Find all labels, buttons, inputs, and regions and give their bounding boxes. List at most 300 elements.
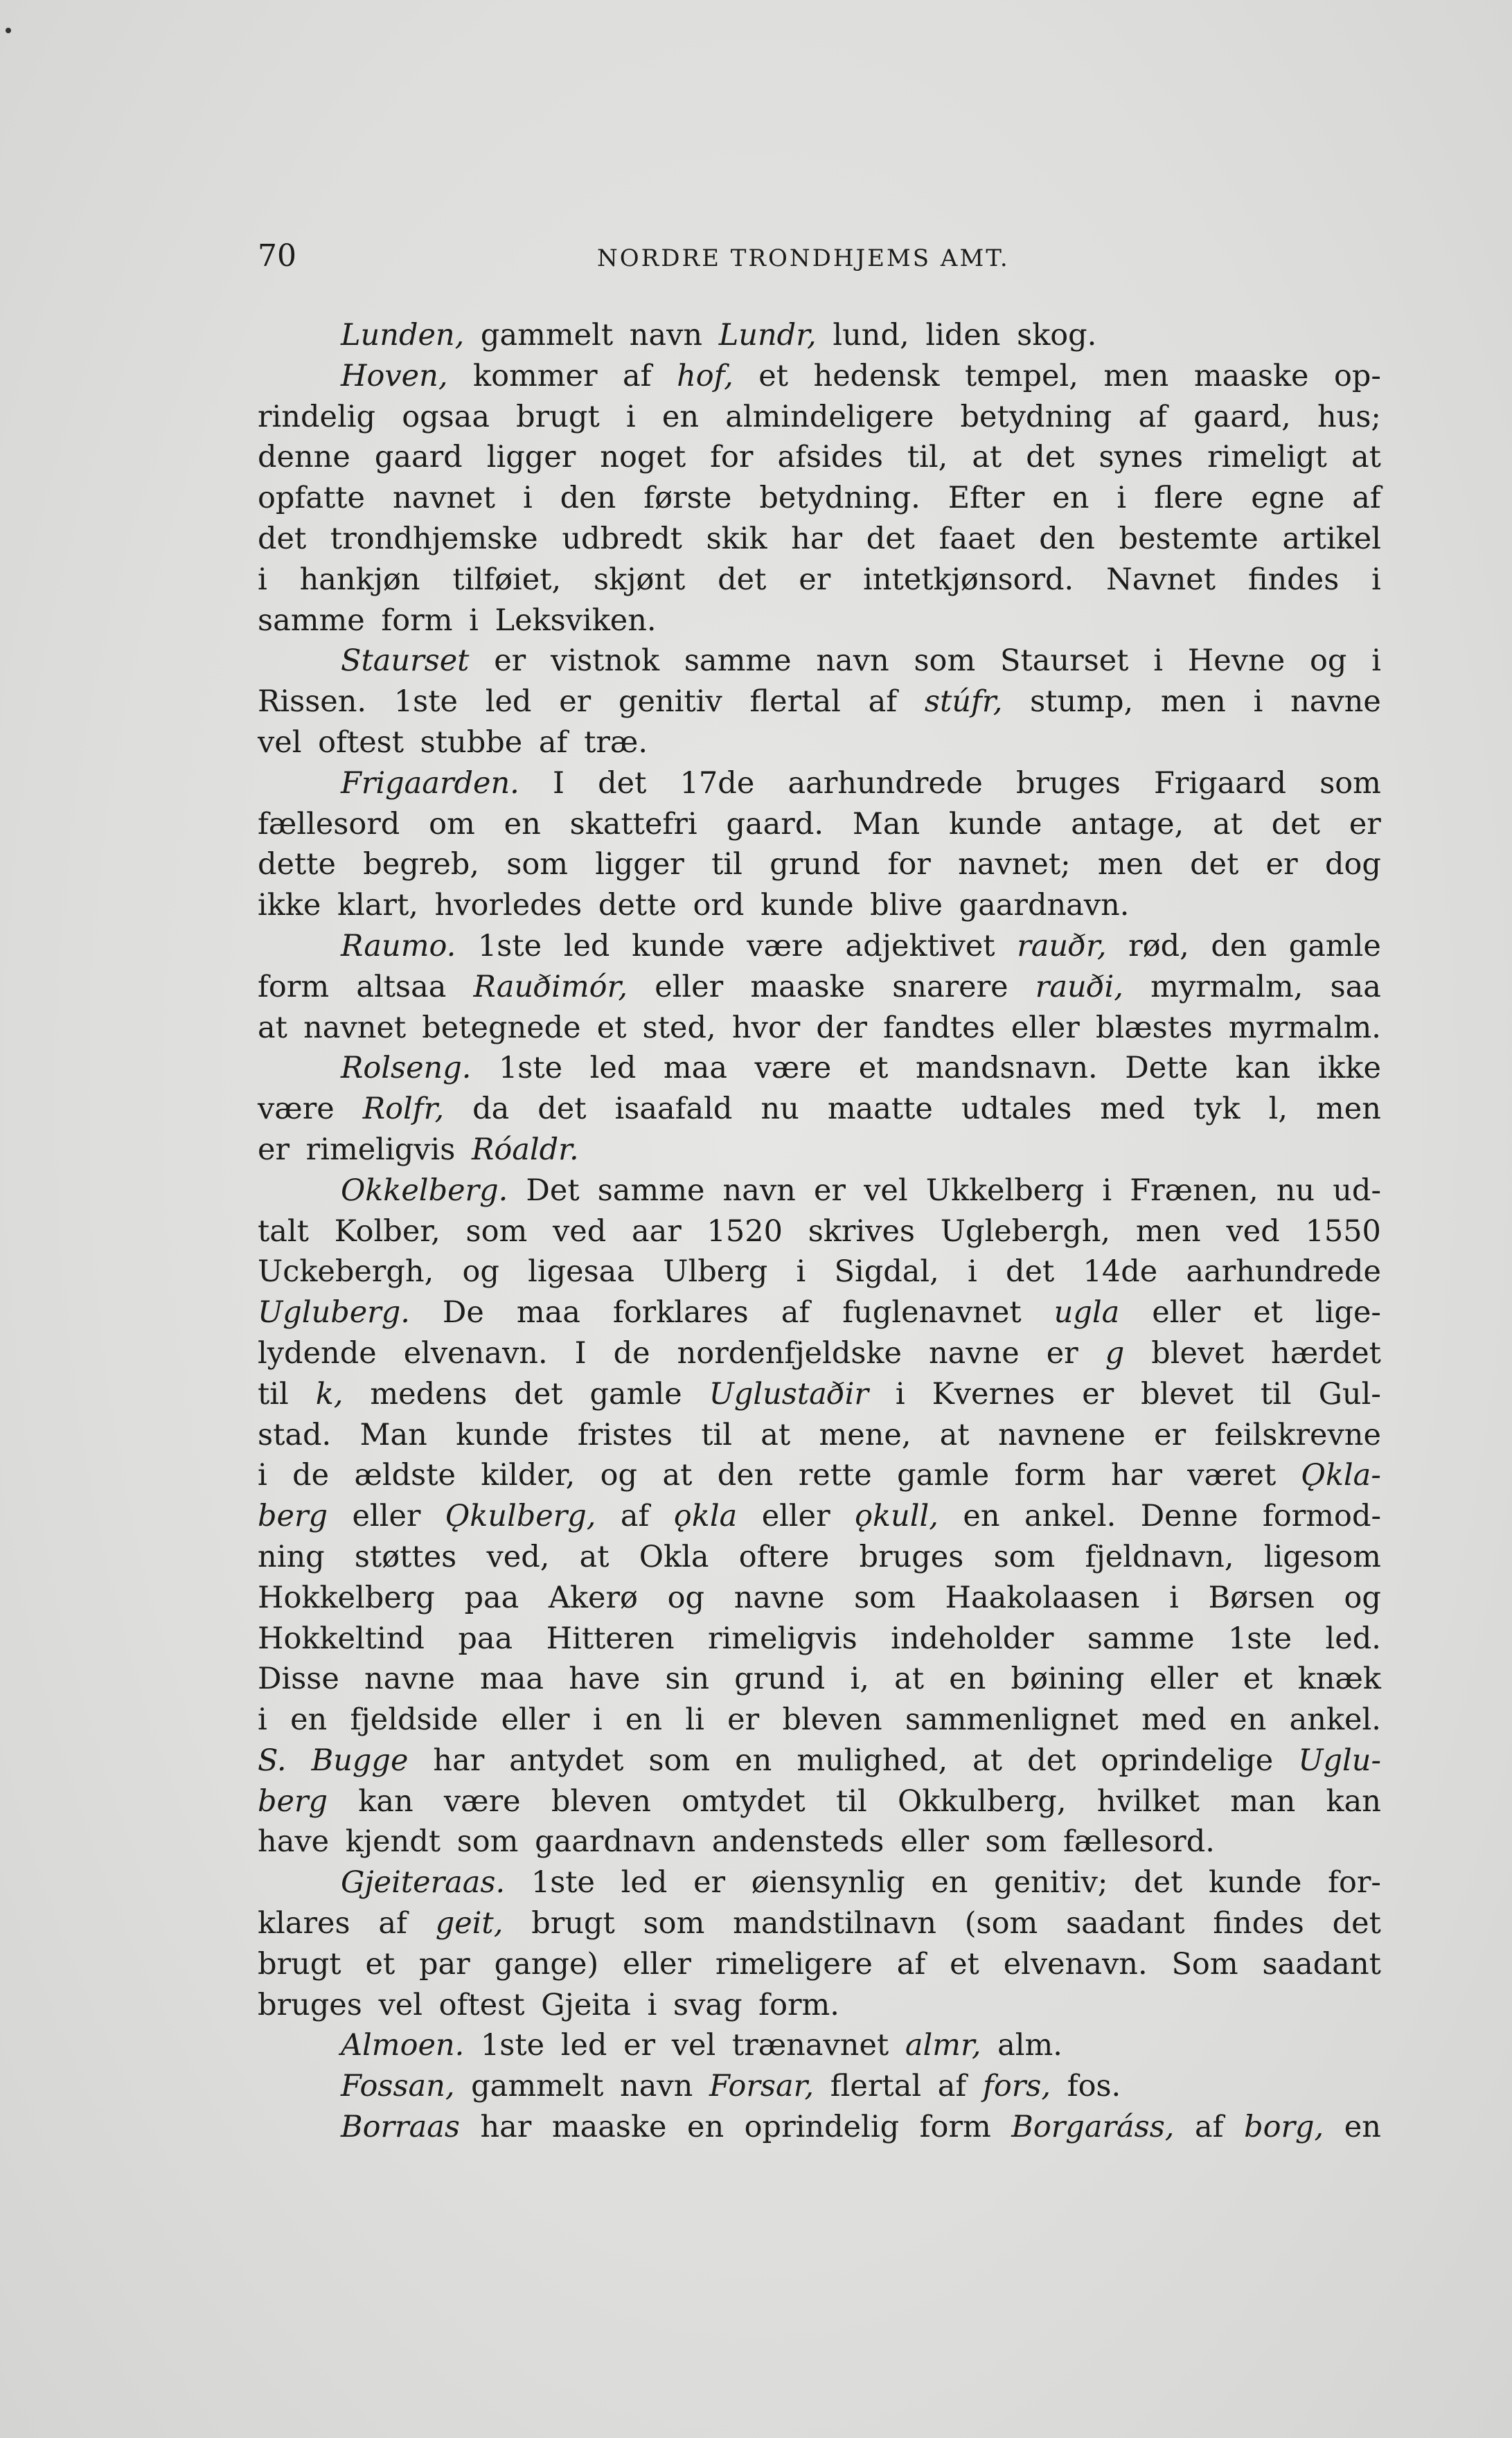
running-head: NORDRE TRONDHJEMS AMT. bbox=[597, 244, 1010, 272]
word: det bbox=[1134, 1865, 1183, 1901]
word: isaafald bbox=[614, 1092, 733, 1127]
word: være bbox=[747, 928, 824, 963]
word: Man bbox=[359, 1417, 427, 1452]
word: op- bbox=[1333, 358, 1381, 393]
italic-word: Ǫkla- bbox=[1301, 1458, 1381, 1493]
word: aar bbox=[631, 1213, 682, 1249]
word: eller bbox=[1149, 1662, 1218, 1697]
italic-word: rauði, bbox=[1035, 969, 1123, 1004]
word: grund bbox=[770, 847, 861, 882]
word: som bbox=[1319, 765, 1381, 801]
word: navne bbox=[364, 1662, 455, 1697]
word: i bbox=[1371, 643, 1381, 679]
text-line bbox=[258, 1781, 1381, 1822]
word: mulighed, bbox=[797, 1743, 948, 1778]
word: Som bbox=[1171, 1946, 1238, 1982]
italic-word: Uglu- bbox=[1298, 1743, 1381, 1778]
word: af bbox=[868, 684, 898, 720]
word: altsaa bbox=[356, 969, 447, 1004]
word: ældste bbox=[354, 1458, 456, 1493]
word: skrives bbox=[808, 1213, 915, 1249]
text-line bbox=[258, 1944, 1381, 1985]
italic-word: Lundr, bbox=[718, 318, 817, 353]
word: en bbox=[625, 1702, 663, 1738]
word: I bbox=[574, 1335, 587, 1371]
word: samme bbox=[684, 643, 792, 679]
word: maa bbox=[479, 1662, 544, 1697]
word: form bbox=[258, 969, 330, 1004]
word: led bbox=[485, 684, 532, 720]
word: da bbox=[472, 1092, 510, 1127]
word: svag bbox=[673, 1987, 742, 2022]
word: i bbox=[647, 1987, 657, 2022]
word: men bbox=[1097, 847, 1163, 882]
word: kunde bbox=[1208, 1865, 1302, 1901]
word: har bbox=[433, 1743, 485, 1778]
word: af bbox=[620, 1499, 650, 1534]
word: led. bbox=[1325, 1621, 1381, 1656]
italic-word: ǫkla bbox=[673, 1499, 738, 1534]
italic-word: ugla bbox=[1053, 1295, 1120, 1331]
word: navnet; bbox=[958, 847, 1071, 882]
word: l, bbox=[1268, 1092, 1288, 1127]
word: liden bbox=[925, 318, 1001, 353]
word: sammenlignet bbox=[905, 1702, 1119, 1738]
word: Sigdal, bbox=[834, 1254, 939, 1290]
word: i bbox=[1117, 481, 1127, 516]
word: stump, bbox=[1030, 684, 1134, 720]
word: af bbox=[937, 2069, 967, 2104]
word: gammelt bbox=[480, 318, 614, 353]
word: som bbox=[993, 1539, 1056, 1574]
text-line bbox=[258, 1415, 1381, 1456]
word: intetkjønsord. bbox=[863, 562, 1074, 597]
word: begreb, bbox=[363, 847, 479, 882]
word: trænavnet bbox=[731, 2028, 889, 2063]
italic-word: S. bbox=[258, 1743, 287, 1778]
italic-word: berg bbox=[258, 1783, 328, 1819]
text-line bbox=[258, 2025, 1381, 2066]
italic-word: Okkelberg. bbox=[341, 1173, 508, 1208]
word: til bbox=[701, 1417, 732, 1452]
word: hankjøn bbox=[299, 562, 420, 597]
page-header bbox=[258, 235, 1380, 284]
word: et bbox=[758, 358, 788, 393]
word: et bbox=[1253, 1295, 1283, 1331]
text-line bbox=[258, 1008, 1381, 1049]
word: ligger bbox=[486, 440, 576, 475]
word: vel bbox=[378, 1987, 423, 2022]
word: myrmalm. bbox=[1228, 1010, 1381, 1045]
word: gaardnavn bbox=[535, 1824, 696, 1860]
word: vel bbox=[864, 1173, 908, 1208]
word: Okla bbox=[639, 1539, 709, 1574]
word: afsides bbox=[777, 440, 883, 475]
word: dette bbox=[598, 888, 677, 923]
word: i bbox=[1153, 643, 1163, 679]
word: har bbox=[480, 2110, 532, 2145]
word: navn bbox=[722, 1173, 796, 1208]
word: en bbox=[687, 2110, 724, 2145]
word: Frigaard bbox=[1154, 765, 1287, 801]
word: alm. bbox=[997, 2028, 1062, 2063]
word: Rissen. bbox=[258, 684, 367, 720]
word: en bbox=[1229, 1702, 1267, 1738]
word: navnet bbox=[392, 481, 495, 516]
word: lige- bbox=[1315, 1295, 1381, 1331]
word: samme bbox=[1087, 1621, 1195, 1656]
word: elvenavn. bbox=[1003, 1946, 1148, 1982]
word: og bbox=[462, 1254, 499, 1290]
word: er bbox=[727, 1702, 760, 1738]
text-line bbox=[258, 1822, 1381, 1862]
word: støttes bbox=[354, 1539, 457, 1574]
word: trondhjemske bbox=[330, 521, 538, 556]
word: Børsen bbox=[1208, 1580, 1315, 1615]
word: vel bbox=[258, 724, 302, 760]
word: eller bbox=[761, 1499, 830, 1534]
word: Gul- bbox=[1318, 1376, 1381, 1412]
word: feilskrevne bbox=[1214, 1417, 1381, 1452]
text-line bbox=[258, 804, 1381, 845]
word: i bbox=[1169, 1580, 1179, 1615]
word: være bbox=[754, 1051, 832, 1086]
word: led bbox=[621, 1865, 668, 1901]
word: maaske bbox=[551, 2110, 667, 2145]
word: mene, bbox=[819, 1417, 911, 1452]
word: saa bbox=[1330, 969, 1381, 1004]
word: led bbox=[563, 928, 610, 963]
word: rimeligt bbox=[1207, 440, 1327, 475]
word: rimeligere bbox=[715, 1946, 873, 1982]
italic-word: ǫkull, bbox=[855, 1499, 939, 1534]
word: ning bbox=[258, 1539, 325, 1574]
italic-word: Ugluberg. bbox=[258, 1295, 410, 1331]
word: aarhundrede bbox=[788, 765, 983, 801]
word: elvenavn. bbox=[403, 1335, 548, 1371]
word: dette bbox=[258, 847, 336, 882]
text-line bbox=[258, 967, 1381, 1008]
word: en bbox=[963, 1499, 1000, 1534]
text-line bbox=[258, 600, 1381, 641]
word: Okkulberg, bbox=[897, 1783, 1067, 1819]
word: sin bbox=[665, 1662, 710, 1697]
word: skog. bbox=[1017, 318, 1097, 353]
word: blive bbox=[870, 888, 943, 923]
word: tilføiet, bbox=[452, 562, 562, 597]
ink-speck bbox=[6, 28, 11, 33]
text-line bbox=[258, 1171, 1381, 1211]
word: har bbox=[1111, 1458, 1162, 1493]
word: paa bbox=[464, 1580, 519, 1615]
word: er bbox=[813, 1173, 846, 1208]
word: det bbox=[1332, 1906, 1381, 1941]
word: en bbox=[661, 399, 700, 434]
text-line bbox=[258, 1741, 1381, 1781]
text-line bbox=[258, 519, 1381, 560]
word: som bbox=[914, 643, 976, 679]
word: ligesaa bbox=[528, 1254, 634, 1290]
word: gammelt bbox=[471, 2069, 604, 2104]
word: 1ste bbox=[498, 1051, 563, 1086]
word: bruges bbox=[859, 1539, 964, 1574]
word: 1ste bbox=[393, 684, 458, 720]
word: bleven bbox=[782, 1702, 882, 1738]
word: blevet bbox=[1141, 1376, 1234, 1412]
word: en bbox=[949, 1662, 986, 1697]
word: flertal bbox=[749, 684, 841, 720]
word: noget bbox=[600, 440, 686, 475]
word: fandtes bbox=[883, 1010, 995, 1045]
word: par bbox=[419, 1946, 470, 1982]
word: et bbox=[1243, 1662, 1273, 1697]
word: været bbox=[1187, 1458, 1277, 1493]
word: er bbox=[1046, 1335, 1078, 1371]
word: den bbox=[560, 481, 616, 516]
word: hvilket bbox=[1096, 1783, 1200, 1819]
word: I bbox=[553, 765, 564, 801]
word: som bbox=[643, 1906, 705, 1941]
text-line bbox=[258, 722, 1381, 763]
word: formod- bbox=[1262, 1499, 1381, 1534]
word: der bbox=[816, 1010, 867, 1045]
word: knæk bbox=[1297, 1662, 1381, 1697]
word: paa bbox=[458, 1621, 513, 1656]
word: et bbox=[596, 1010, 627, 1045]
word: genitiv; bbox=[994, 1865, 1108, 1901]
word: egne bbox=[1251, 481, 1325, 516]
text-line bbox=[258, 885, 1381, 926]
word: hedensk bbox=[813, 358, 940, 393]
word: har bbox=[791, 521, 843, 556]
word: navne bbox=[928, 1335, 1020, 1371]
text-line bbox=[258, 1374, 1381, 1415]
word: gaard. bbox=[726, 806, 824, 842]
word: ikke bbox=[258, 888, 321, 923]
text-line bbox=[258, 1048, 1381, 1089]
word: fos. bbox=[1067, 2069, 1121, 2104]
word: den bbox=[717, 1458, 774, 1493]
word: nordenfjeldske bbox=[677, 1335, 902, 1371]
text-line bbox=[258, 560, 1381, 600]
word: Hokkelberg bbox=[258, 1580, 435, 1615]
italic-word: k, bbox=[315, 1376, 344, 1412]
word: gamle bbox=[1288, 928, 1381, 963]
word: oprindelige bbox=[1101, 1743, 1274, 1778]
word: for bbox=[887, 847, 931, 882]
word: er bbox=[799, 562, 831, 597]
word: af bbox=[896, 1946, 926, 1982]
word: en bbox=[1344, 2110, 1381, 2145]
word: træ. bbox=[584, 724, 648, 760]
word: navnene bbox=[997, 1417, 1126, 1452]
word: samme bbox=[597, 1173, 705, 1208]
italic-word: Borgaráss, bbox=[1011, 2110, 1175, 2145]
word: Kolber, bbox=[334, 1213, 441, 1249]
word: Man bbox=[852, 806, 920, 842]
word: kan bbox=[1326, 1783, 1381, 1819]
italic-word: Rolseng. bbox=[341, 1051, 472, 1086]
word: tempel, bbox=[964, 358, 1078, 393]
word: er bbox=[258, 1132, 290, 1167]
text-line bbox=[258, 478, 1381, 519]
word: at bbox=[939, 1417, 970, 1452]
word: skattefri bbox=[569, 806, 697, 842]
text-line bbox=[258, 1130, 1381, 1171]
word: et bbox=[858, 1051, 889, 1086]
italic-word: g bbox=[1105, 1335, 1125, 1371]
word: er bbox=[693, 1865, 726, 1901]
word: aarhundrede bbox=[1186, 1254, 1381, 1290]
word: indeholder bbox=[891, 1621, 1054, 1656]
word: af bbox=[538, 724, 568, 760]
text-line bbox=[258, 437, 1381, 478]
word: gamle bbox=[589, 1376, 682, 1412]
word: i bbox=[1253, 684, 1263, 720]
word: mandstilnavn bbox=[733, 1906, 936, 1941]
word: Efter bbox=[948, 481, 1025, 516]
text-line bbox=[258, 682, 1381, 722]
word: en bbox=[735, 1743, 772, 1778]
word: form bbox=[919, 2110, 991, 2145]
word: form. bbox=[758, 1987, 839, 2022]
word: i bbox=[469, 603, 479, 638]
word: om bbox=[429, 806, 475, 842]
word: ved bbox=[552, 1213, 607, 1249]
word: samme bbox=[258, 603, 365, 638]
text-line bbox=[258, 1292, 1381, 1333]
word: talt bbox=[258, 1213, 309, 1249]
word: i bbox=[895, 1376, 905, 1412]
word: flertal bbox=[830, 2069, 922, 2104]
word: kommer bbox=[473, 358, 598, 393]
word: og bbox=[1344, 1580, 1381, 1615]
page-number: 70 bbox=[258, 238, 296, 274]
word: betydning. bbox=[759, 481, 920, 516]
word: kunde bbox=[632, 928, 725, 963]
text-line bbox=[258, 2066, 1381, 2107]
word: maa bbox=[516, 1295, 580, 1331]
word: oprindelig bbox=[744, 2110, 900, 2145]
word: stubbe bbox=[420, 724, 523, 760]
word: Kvernes bbox=[932, 1376, 1056, 1412]
word: den bbox=[1039, 521, 1095, 556]
word: Disse bbox=[258, 1662, 339, 1697]
word: almindeligere bbox=[725, 399, 934, 434]
word: kunde bbox=[456, 1417, 549, 1452]
word: oftere bbox=[738, 1539, 830, 1574]
word: saadant bbox=[1066, 1906, 1185, 1941]
word: antage, bbox=[1071, 806, 1184, 842]
word: første bbox=[643, 481, 732, 516]
word: maaske bbox=[750, 969, 865, 1004]
word: brugt bbox=[516, 399, 600, 434]
word: som bbox=[506, 847, 568, 882]
word: af bbox=[378, 1906, 407, 1941]
word: rimeligvis bbox=[708, 1621, 857, 1656]
word: det bbox=[1026, 440, 1075, 475]
word: brugt bbox=[531, 1906, 615, 1941]
word: nu bbox=[1276, 1173, 1315, 1208]
word: men bbox=[1160, 684, 1226, 720]
word: ankel. bbox=[1024, 1499, 1117, 1534]
text-line bbox=[258, 1903, 1381, 1944]
word: ved bbox=[1226, 1213, 1280, 1249]
italic-word: almr, bbox=[905, 2028, 981, 2063]
word: gaard bbox=[374, 440, 463, 475]
word: ogsaa bbox=[402, 399, 490, 434]
word: er bbox=[1265, 847, 1298, 882]
word: kilder, bbox=[481, 1458, 576, 1493]
word: fjeldside bbox=[350, 1702, 479, 1738]
word: de bbox=[613, 1335, 650, 1371]
word: oftest bbox=[318, 724, 404, 760]
word: fjeldnavn, bbox=[1085, 1539, 1234, 1574]
word: med bbox=[1141, 1702, 1207, 1738]
text-line bbox=[258, 763, 1381, 804]
word: form bbox=[1014, 1458, 1086, 1493]
word: Haakolaasen bbox=[945, 1580, 1140, 1615]
word: det bbox=[514, 1376, 563, 1412]
word: kunde bbox=[949, 806, 1042, 842]
word: det bbox=[866, 521, 915, 556]
word: i bbox=[968, 1254, 977, 1290]
word: findes bbox=[1213, 1906, 1304, 1941]
word: bestemte bbox=[1119, 521, 1258, 556]
text-line bbox=[258, 641, 1381, 682]
word: det bbox=[1271, 806, 1321, 842]
word: Uckebergh, bbox=[258, 1254, 434, 1290]
word: eller bbox=[1152, 1295, 1221, 1331]
word: et bbox=[365, 1946, 395, 1982]
word: omtydet bbox=[682, 1783, 806, 1819]
italic-word: Almoen. bbox=[341, 2028, 465, 2063]
word: brugt bbox=[258, 1946, 341, 1982]
word: i bbox=[258, 1458, 267, 1493]
word: eller bbox=[623, 1946, 691, 1982]
word: fristes bbox=[577, 1417, 673, 1452]
text-line bbox=[258, 1496, 1381, 1537]
word: hus; bbox=[1317, 399, 1381, 434]
word: 1ste bbox=[1227, 1621, 1292, 1656]
text-line bbox=[258, 2107, 1381, 2148]
word: form bbox=[381, 603, 453, 638]
text-line bbox=[258, 356, 1381, 397]
word: ligger bbox=[595, 847, 684, 882]
word: 14de bbox=[1083, 1254, 1158, 1290]
word: men bbox=[1316, 1092, 1381, 1127]
word: som bbox=[456, 1824, 519, 1860]
word: og bbox=[600, 1458, 638, 1493]
word: det bbox=[258, 521, 307, 556]
word: udbredt bbox=[562, 521, 682, 556]
word: til bbox=[1260, 1376, 1292, 1412]
word: Dette bbox=[1125, 1051, 1209, 1086]
word: navn bbox=[629, 318, 703, 353]
word: adjektivet bbox=[845, 928, 995, 963]
word: eller bbox=[655, 969, 724, 1004]
word: Akerø bbox=[548, 1580, 638, 1615]
word: kan bbox=[358, 1783, 413, 1819]
italic-word: Hoven, bbox=[341, 358, 448, 393]
word: opfatte bbox=[258, 481, 365, 516]
word: at bbox=[1351, 440, 1381, 475]
word: er bbox=[1154, 1417, 1186, 1452]
word: at bbox=[972, 1743, 1003, 1778]
italic-word: Gjeiteraas. bbox=[341, 1865, 506, 1901]
word: i bbox=[796, 1254, 806, 1290]
word: myrmalm, bbox=[1150, 969, 1304, 1004]
